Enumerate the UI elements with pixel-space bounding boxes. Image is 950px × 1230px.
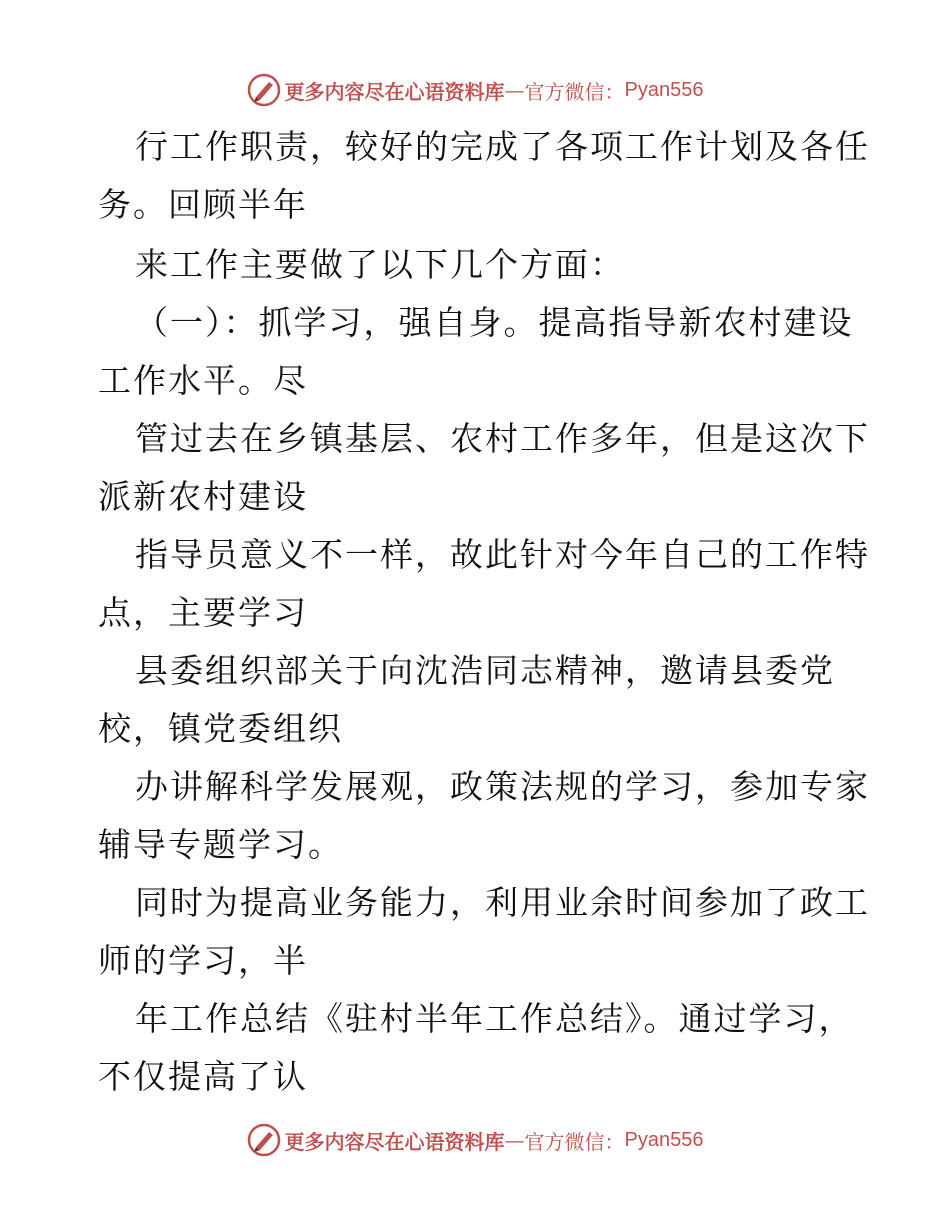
text-line: 行工作职责，较好的完成了各项工作计划及各任 <box>135 127 870 166</box>
text-line: 务。回顾半年 <box>98 185 308 224</box>
watermark-wechat-label: 官方微信： <box>524 1129 625 1154</box>
text-line: 不仅提高了认 <box>98 1057 308 1096</box>
watermark-wechat-id: Pyan556 <box>624 1128 704 1151</box>
watermark-header <box>0 70 950 110</box>
text-line: 派新农村建设 <box>98 477 308 516</box>
text-line: 指导员意义不一样，故此针对今年自己的工作特 <box>135 535 870 574</box>
text-line: 辅导专题学习。 <box>98 825 343 864</box>
text-line: 年工作总结《驻村半年工作总结》。通过学习， <box>135 999 854 1038</box>
text-line: 来工作主要做了以下几个方面： <box>135 245 625 284</box>
watermark-site-text: 更多内容尽在心语资料库 <box>284 79 505 104</box>
text-line: 管过去在乡镇基层、农村工作多年，但是这次下 <box>135 419 870 458</box>
text-line: 师的学习，半 <box>98 941 308 980</box>
text-line: 校，镇党委组织 <box>98 709 343 748</box>
text-line: （一）：抓学习，强自身。提高指导新农村建设 <box>135 303 854 342</box>
watermark-site-text: 更多内容尽在心语资料库 <box>284 1129 505 1154</box>
pen-logo-icon <box>247 1123 281 1157</box>
text-line: 同时为提高业务能力，利用业余时间参加了政工 <box>135 883 870 922</box>
watermark-wechat-label: 官方微信： <box>524 79 625 104</box>
text-line: 县委组织部关于向沈浩同志精神，邀请县委党 <box>135 651 835 690</box>
watermark-wechat-id: Pyan556 <box>624 78 704 101</box>
watermark-footer <box>0 1120 950 1160</box>
pen-logo-icon <box>247 73 281 107</box>
watermark-dash: — <box>504 1128 525 1152</box>
text-line: 工作水平。尽 <box>98 361 308 400</box>
watermark-dash: — <box>504 78 525 102</box>
text-line: 办讲解科学发展观，政策法规的学习，参加专家 <box>135 767 870 806</box>
text-line: 点，主要学习 <box>98 593 308 632</box>
